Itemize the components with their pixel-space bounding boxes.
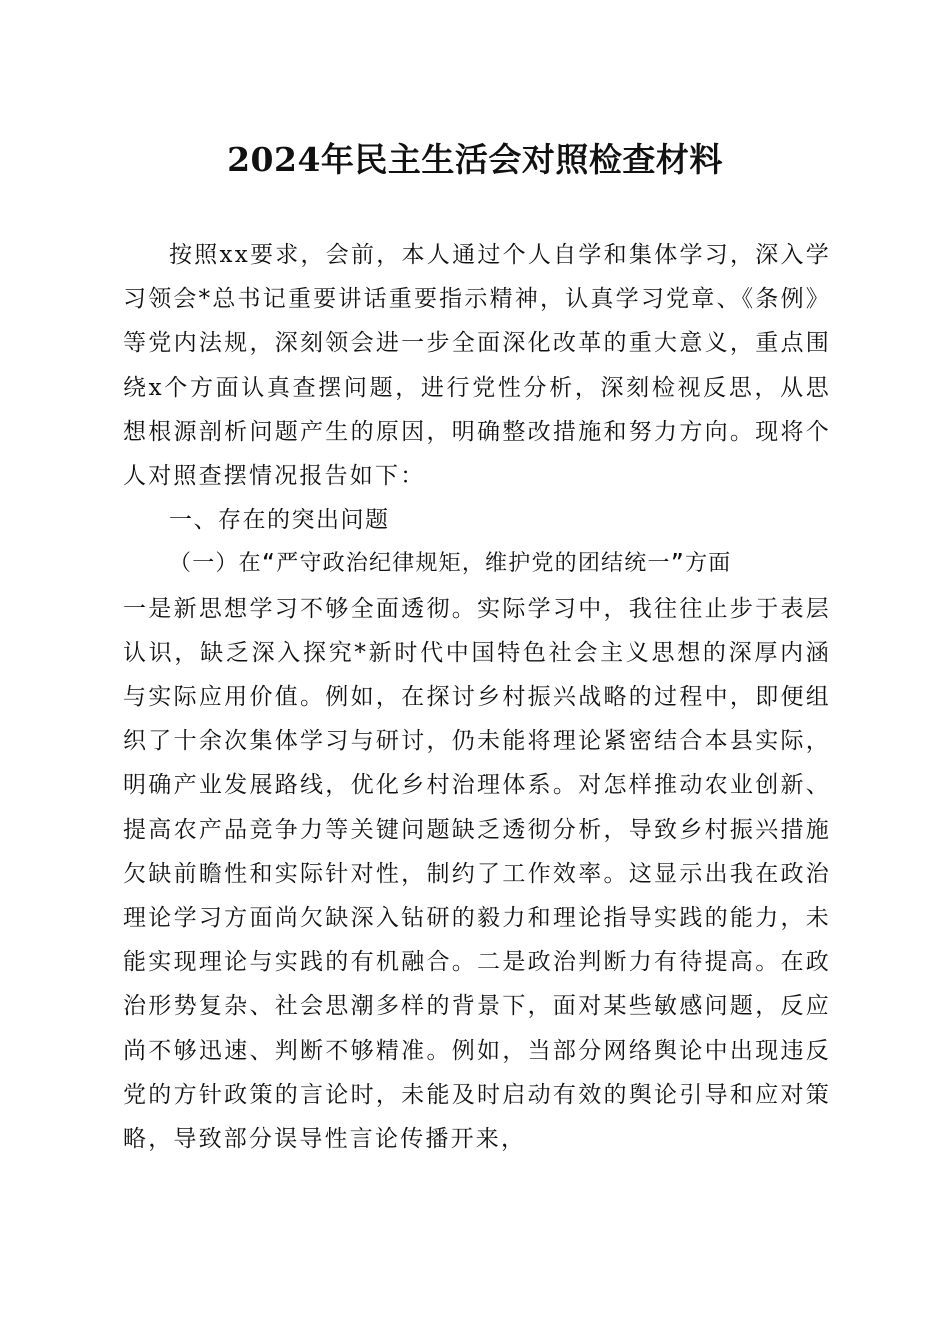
document-title: 2024年民主生活会对照检查材料	[227, 140, 723, 179]
body-paragraph: 一是新思想学习不够全面透彻。实际学习中，我往往止步于表层认识，缺乏深入探究*新时代中国特色社会主义思想的深厚内涵与实际应用价值。例如，在探讨乡村振兴战略的过程中，即便组织了十余次集体学习与研讨，仍未能将理论紧密结合本县实际，明确产业发展路线，优化乡村治理体系。对怎样推动农业创新、提高农产品竞争力等关键问题缺乏透彻分析，导致乡村振兴措施欠缺前瞻性和实际针对性，制约了工作效率。这显示出我在政治理论学习方面尚欠缺深入钻研的毅力和理论指导实践的能力，未能实现理论与实践的有机融合。二是政治判断力有待提高。在政治形势复杂、社会思潮多样的背景下，面对某些敏感问题，反应尚不够迅速、判断不够精准。例如，当部分网络舆论中出现违反党的方针政策的言论时，未能及时启动有效的舆论引导和应对策略，导致部分误导性言论传播开来，	[123, 595, 831, 1153]
section-heading: 一、存在的突出问题	[169, 507, 390, 534]
document-body	[123, 233, 831, 1161]
intro-paragraph: 按照xx要求，会前，本人通过个人自学和集体学习，深入学习领会*总书记重要讲话重要指示精神，认真学习党章、《条例》等党内法规，深刻领会进一步全面深化改革的重大意义，重点围绕x个方面认真查摆问题，进行党性分析，深刻检视反思，从思想根源剖析问题产生的原因，明确整改措施和努力方向。现将个人对照查摆情况报告如下：	[123, 242, 831, 490]
subsection-heading: （一）在“严守政治纪律规矩，维护党的团结统一”方面	[169, 551, 732, 577]
